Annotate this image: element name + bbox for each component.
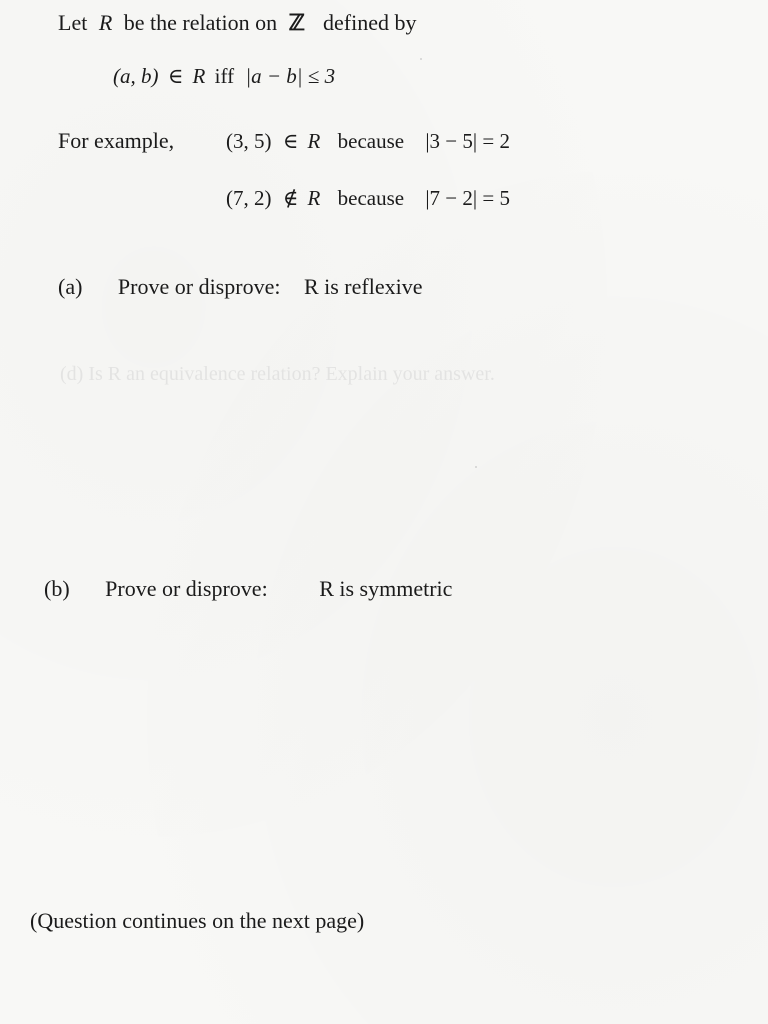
scan-speck: [420, 58, 422, 60]
example-2: [226, 188, 510, 209]
example-1-calc: |3 − 5| = 2: [425, 129, 510, 153]
example-1-relation: ∈: [282, 129, 299, 153]
definition-intro: [58, 12, 416, 34]
example-1: [226, 131, 510, 152]
intro-middle: be the relation on: [123, 10, 278, 35]
rule-lhs: (a, b): [113, 64, 159, 88]
rule-relation-symbol: R: [192, 64, 206, 88]
part-b-label: (b): [44, 576, 70, 601]
bleed-through-text: (d) Is R an equivalence relation? Explain your answer.: [60, 363, 495, 385]
definition-rule: [113, 66, 335, 87]
example-1-R: R: [307, 129, 321, 153]
part-a-claim: R is reflexive: [303, 274, 423, 299]
part-b-claim: R is symmetric: [319, 576, 453, 601]
example-2-because: because: [337, 186, 405, 210]
example-1-pair: (3, 5): [226, 129, 272, 153]
rule-rhs: |a − b| ≤ 3: [245, 64, 336, 88]
example-2-pair: (7, 2): [226, 186, 272, 210]
example-1-because: because: [337, 129, 405, 153]
scan-speck: [475, 466, 477, 468]
examples-label: For example,: [58, 128, 175, 153]
part-b-text: Prove or disprove:: [105, 576, 268, 601]
intro-relation-symbol: R: [98, 10, 113, 35]
intro-integers-symbol: ℤ: [288, 10, 306, 35]
part-a-text: Prove or disprove:: [117, 274, 281, 299]
intro-end: defined by: [323, 10, 417, 35]
part-b: [44, 578, 452, 600]
intro-let: Let: [58, 10, 88, 35]
example-2-relation: ∉: [282, 186, 299, 210]
example-2-calc: |7 − 2| = 5: [425, 186, 510, 210]
example-2-R: R: [307, 186, 321, 210]
part-a: [58, 276, 422, 298]
rule-in-symbol: ∈: [167, 64, 184, 88]
rule-iff: iff: [214, 64, 235, 88]
part-a-label: (a): [58, 274, 83, 299]
continues-note: (Question continues on the next page): [30, 908, 365, 933]
